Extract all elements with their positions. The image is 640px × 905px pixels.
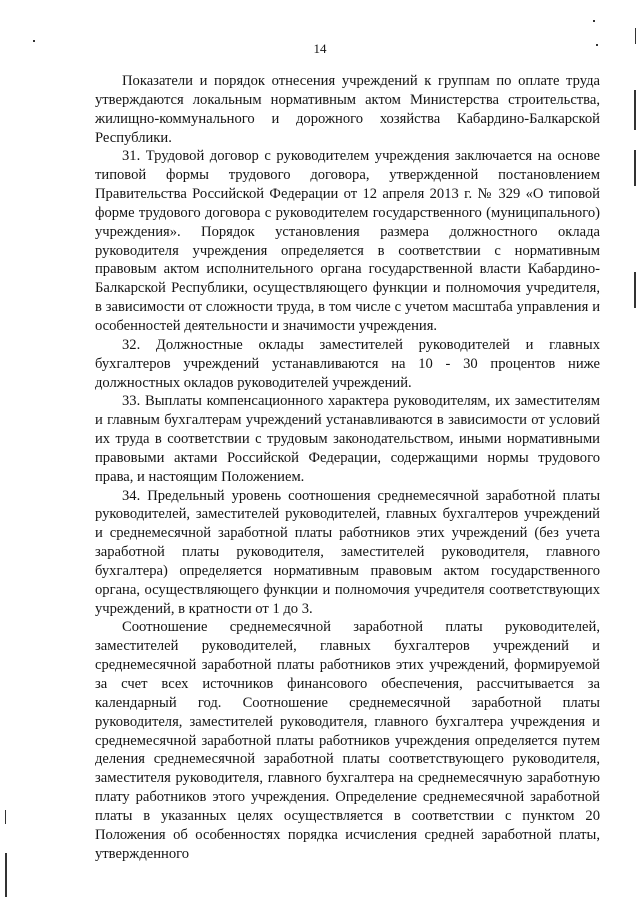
paragraph-34: 34. Предельный уровень соотношения среднемесячной заработной платы руководителей, заместителей руководителей, главных бухгалтеров учреждений и среднемесячной заработной платы работников этих учреждений (без учета заработной платы руководителя, заместителей руководителя, главного бухгалтера) определяется нормативным правовым актом государственного органа, осуществляющего функции и полномочия учредителя соответствующих учреждений, в кратности от 1 до 3.: [95, 487, 600, 617]
document-body: [95, 72, 600, 863]
scan-edge-line-4: [634, 272, 636, 308]
scan-mark-top-left: [33, 40, 35, 42]
scan-edge-line-5: [5, 853, 7, 897]
paragraph-32: 32. Должностные оклады заместителей руководителей и главных бухгалтеров учреждений устанавливаются на 10 - 30 процентов ниже должностных окладов руководителей учреждений.: [95, 336, 600, 391]
scan-mark-top-right-small: [596, 44, 598, 46]
paragraph-group-indicators: Показатели и порядок отнесения учреждений к группам по оплате труда утверждаются локальным нормативным актом Министерства строительства, жилищно-коммунального и дорожного хозяйства Кабардино-Балкарской Республики.: [95, 73, 600, 146]
scan-edge-line-1: [635, 28, 636, 44]
scan-mark-top-right: [593, 20, 595, 22]
scan-edge-line-6: [5, 810, 6, 824]
scan-edge-line-2: [634, 90, 636, 130]
scan-edge-line-3: [634, 150, 636, 186]
paragraph-salary-ratio: Соотношение среднемесячной заработной платы руководителей, заместителей руководителей, главных бухгалтеров учреждений и среднемесячной заработной платы работников этих учреждений, формируемой за счет всех источников финансового обеспечения, рассчитывается за календарный год. Соотношение среднемесячной заработной платы руководителя, заместителей руководителя, главного бухгалтера учреждения и среднемесячной заработной платы работников учреждения определяется путем деления среднемесячной заработной платы соответствующего руководителя, заместителя руководителя, главного бухгалтера на среднемесячную заработную плату работников этого учреждения. Определение среднемесячной заработной платы в указанных целях осуществляется в соответствии с пунктом 20 Положения об особенностях порядка исчисления средней заработной платы, утвержденного: [95, 619, 600, 862]
paragraph-33: 33. Выплаты компенсационного характера руководителям, их заместителям и главным бухгалтерам учреждений устанавливаются в зависимости от условий их труда в соответствии с трудовым законодательством, иными нормативными правовыми актами Российской Федерации, содержащими нормы трудового права, и настоящим Положением.: [95, 393, 600, 485]
paragraph-31: 31. Трудовой договор с руководителем учреждения заключается на основе типовой формы трудового договора, утвержденной постановлением Правительства Российской Федерации от 12 апреля 2013 г. № 329 «О типовой форме трудового договора с руководителем государственного (муниципального) учреждения». Порядок установления размера должностного оклада руководителя учреждения определяется в соответствии с нормативным правовым актом исполнительного органа государственной власти Кабардино-Балкарской Республики, осуществляющего функции и полномочия учредителя, в зависимости от сложности труда, в том числе с учетом масштаба управления и особенностей деятельности и значимости учреждения.: [95, 148, 600, 334]
page-number: 14: [313, 41, 327, 56]
